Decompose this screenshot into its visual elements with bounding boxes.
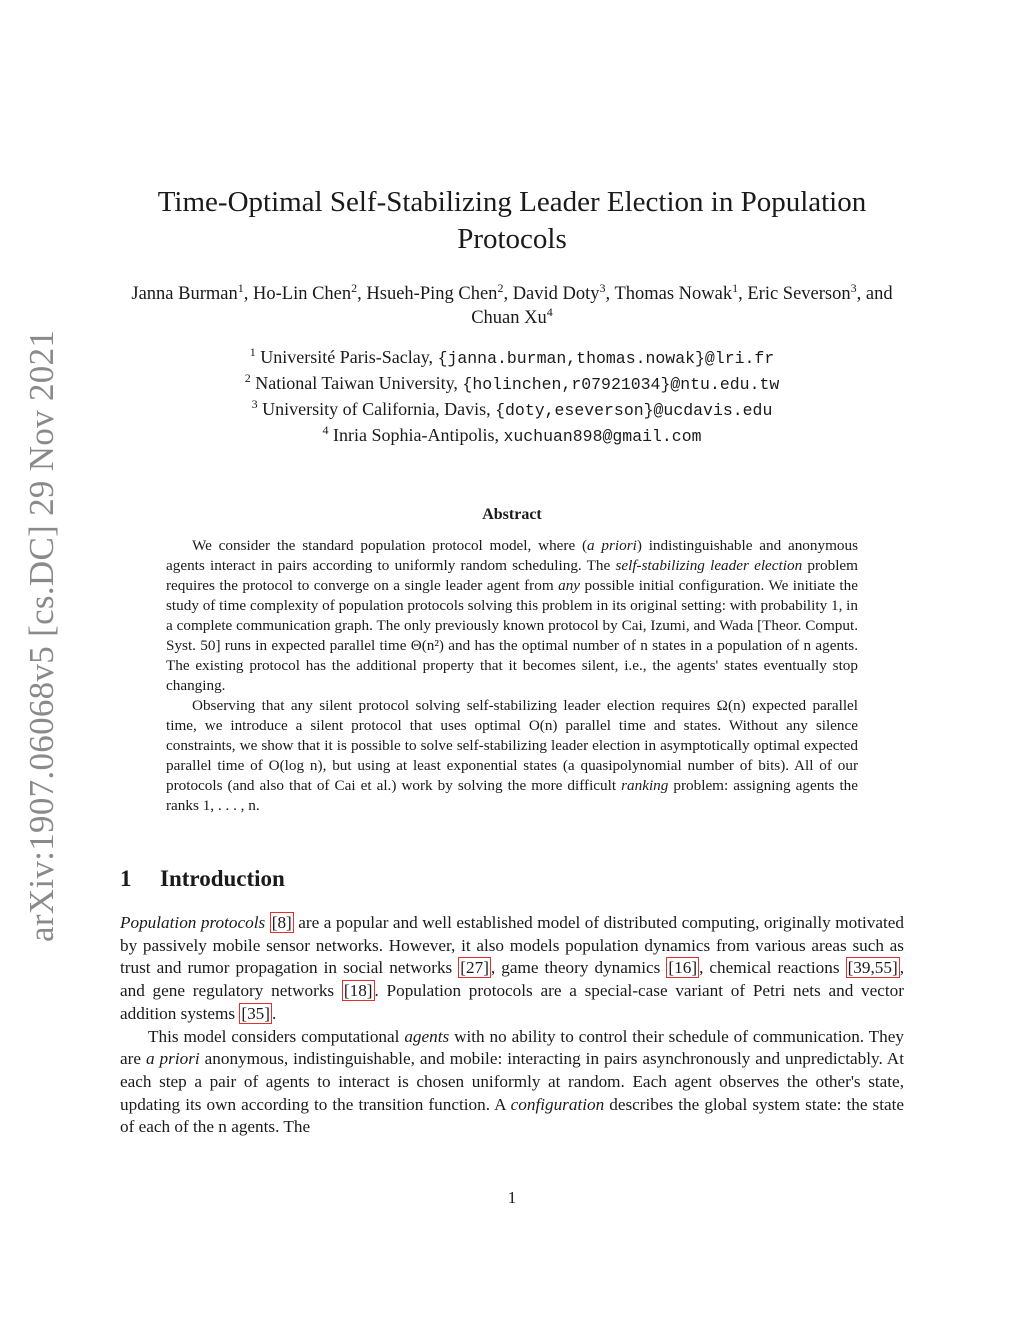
intro-body (120, 912, 904, 1139)
author: David Doty (512, 284, 600, 304)
author: Ho-Lin Chen (253, 284, 352, 304)
author: Chuan Xu (471, 308, 547, 328)
citation-link[interactable]: [16] (668, 958, 698, 978)
author-list: Janna Burman$^1$, Ho-Lin Chen$^2$, Hsueh-Ping Chen$^2$, David Doty$^3$, Thomas Nowak$^1$, Eric Severson$^3$, and Chuan Xu$^4$ (131, 280, 893, 328)
abstract-paragraph: Observing that any silent protocol solving self-stabilizing leader election requires Ω(n) expected parallel time, we introduce a silent protocol that uses optimal O(n) parallel time and states. Without any silence constraints, we show that it is possible to solve self-stabilizing leader election in asymptotically optimal expected parallel time of O(log n), but using at least exponential states (a quasipolynomial number of bits). All of our protocols (and also that of Cai et al.) work by solving the more difficult ranking problem: assigning agents the ranks 1, . . . , n. (166, 697, 859, 814)
section-number: 1 (120, 866, 132, 891)
email[interactable]: xuchuan898@gmail.com (503, 427, 702, 446)
citation-link[interactable]: [8] (271, 913, 292, 932)
section-title: Introduction (160, 866, 285, 891)
arxiv-stamp: arXiv:1907.06068v5 [cs.DC] 29 Nov 2021 (22, 329, 61, 942)
affiliation: $^3$ University of California, Davis, {doty,eseverson}@ucdavis.edu (251, 397, 773, 420)
email[interactable]: {holinchen,r07921034}@ntu.edu.tw (462, 375, 780, 394)
abstract-paragraph: We consider the standard population protocol model, where (a priori) indistinguishable and anonymous agents interact in pairs according to uniformly random scheduling. The self-stabilizing leader election problem requires the protocol to converge on a single leader agent from any possible initial configuration. We initiate the study of time complexity of population protocols solving this problem in its original setting: with probability 1, in a complete communication graph. The only previously known protocol by Cai, Izumi, and Wada [Theor. Comput. Syst. 50] runs in expected parallel time Θ(n²) and has the optimal number of n states in a population of n agents. The existing protocol has the additional property that it becomes silent, i.e., the agents' states eventually stop changing. (166, 537, 859, 694)
email[interactable]: {janna.burman,thomas.nowak}@lri.fr (437, 349, 775, 368)
citation-link[interactable]: [39,55] (847, 958, 898, 978)
intro-paragraph: Population protocols [8] are a popular and well established model of distributed computing, originally motivated by passively mobile sensor networks. However, it also models population dynamics from various areas such as trust and rumor propagation in social networks [27] , game theory dynamics [16] , chemical reactions [39,55] , and gene regulatory networks [18] . Population protocols are a special-case variant of Petri nets and vector addition systems [35] . (120, 913, 904, 1023)
author: Hsueh-Ping Chen (366, 284, 498, 304)
affiliation: $^1$ Université Paris-Saclay, {janna.burman,thomas.nowak}@lri.fr (249, 345, 775, 368)
affiliation-list (120, 345, 904, 449)
abstract-heading: Abstract (482, 506, 542, 523)
affiliation: $^2$ National Taiwan University, {holinchen,r07921034}@ntu.edu.tw (244, 371, 780, 394)
citation-link[interactable]: [18] (343, 981, 373, 1001)
author: Janna Burman (131, 284, 238, 304)
paper-title: Time-Optimal Self-Stabilizing Leader Election in Population Protocols (157, 186, 867, 255)
page-number: 1 (507, 1188, 517, 1207)
intro-paragraph: This model considers computational agents with no ability to control their schedule of communication. They are a priori anonymous, indistinguishable, and mobile: interacting in pairs asynchronously and unpredictably. At each step a pair of agents to interact is chosen uniformly at random. Each agent observes the other's state, updating its own according to the transition function. A configuration describes the global system state: the state of each of the n agents. The (120, 1026, 905, 1137)
abstract-body (166, 536, 858, 816)
citation-link[interactable]: [27] (460, 958, 489, 978)
affiliation: $^4$ Inria Sophia-Antipolis, xuchuan898@gmail.com (322, 423, 702, 446)
author: Thomas Nowak (614, 284, 733, 304)
author: Eric Severson (747, 284, 851, 304)
section-heading (120, 866, 285, 892)
email[interactable]: {doty,eseverson}@ucdavis.edu (495, 401, 773, 420)
citation-link[interactable]: [35] (241, 1003, 270, 1023)
